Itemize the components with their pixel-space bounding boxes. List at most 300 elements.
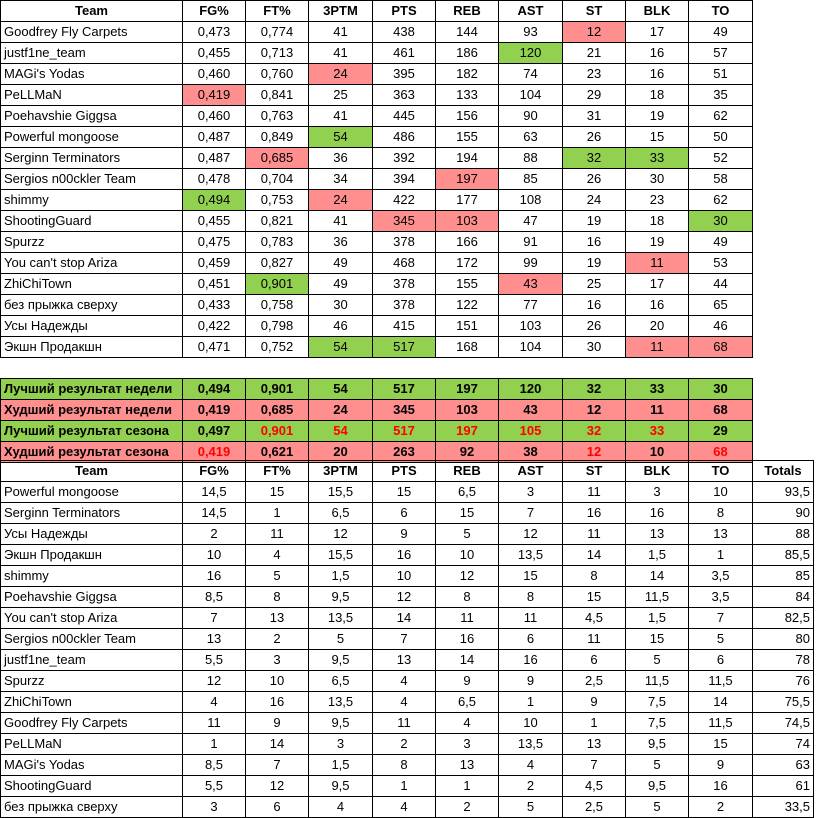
rank-cell[interactable]: 14,5 [183,482,246,503]
summary-value-cell[interactable]: 20 [309,442,373,463]
rank-cell[interactable]: 5 [246,566,309,587]
column-header[interactable]: BLK [626,461,689,482]
rank-cell[interactable]: 1 [373,776,436,797]
stat-cell[interactable]: 168 [436,337,499,358]
stat-cell[interactable]: 77 [499,295,563,316]
team-name-cell[interactable]: justf1ne_team [1,650,183,671]
summary-value-cell[interactable]: 197 [436,379,499,400]
stat-cell[interactable]: 41 [309,22,373,43]
rank-cell[interactable]: 8,5 [183,587,246,608]
team-name-cell[interactable]: без прыжка сверху [1,797,183,818]
total-cell[interactable]: 63 [753,755,814,776]
rank-cell[interactable]: 9 [436,671,499,692]
stat-cell[interactable]: 46 [689,316,753,337]
column-header[interactable]: Totals [753,461,814,482]
rank-cell[interactable]: 11 [373,713,436,734]
summary-value-cell[interactable]: 92 [436,442,499,463]
rank-cell[interactable]: 4 [499,755,563,776]
stat-cell[interactable]: 103 [436,211,499,232]
column-header[interactable]: AST [499,461,563,482]
stat-cell[interactable]: 415 [373,316,436,337]
stat-cell[interactable]: 172 [436,253,499,274]
rank-cell[interactable]: 9,5 [626,734,689,755]
column-header[interactable]: TO [689,1,753,22]
rank-cell[interactable]: 9,5 [309,776,373,797]
rank-cell[interactable]: 8 [689,503,753,524]
rank-cell[interactable]: 5 [689,629,753,650]
stat-cell[interactable]: 88 [499,148,563,169]
rank-cell[interactable]: 5 [436,524,499,545]
stat-cell[interactable]: 0,422 [183,316,246,337]
rank-cell[interactable]: 11 [436,608,499,629]
summary-value-cell[interactable]: 68 [689,442,753,463]
stat-cell[interactable]: 0,433 [183,295,246,316]
total-cell[interactable]: 76 [753,671,814,692]
rank-cell[interactable]: 16 [246,692,309,713]
stat-cell[interactable]: 11 [626,253,689,274]
rank-cell[interactable]: 7 [689,608,753,629]
rank-cell[interactable]: 4,5 [563,608,626,629]
stat-cell[interactable]: 0,783 [246,232,309,253]
stat-cell[interactable]: 378 [373,232,436,253]
rank-cell[interactable]: 13 [563,734,626,755]
column-header[interactable]: BLK [626,1,689,22]
total-cell[interactable]: 90 [753,503,814,524]
rank-cell[interactable]: 15 [626,629,689,650]
rank-cell[interactable]: 2 [499,776,563,797]
rank-cell[interactable]: 11 [183,713,246,734]
rank-cell[interactable]: 5 [626,650,689,671]
rank-cell[interactable]: 8 [373,755,436,776]
rank-cell[interactable]: 13,5 [499,545,563,566]
summary-value-cell[interactable]: 197 [436,421,499,442]
team-name-cell[interactable]: PeLLMaN [1,85,183,106]
summary-value-cell[interactable]: 33 [626,379,689,400]
team-name-cell[interactable]: You can't stop Ariza [1,253,183,274]
rank-cell[interactable]: 2 [436,797,499,818]
rank-cell[interactable]: 1 [246,503,309,524]
team-name-cell[interactable]: MAGi's Yodas [1,64,183,85]
total-cell[interactable]: 80 [753,629,814,650]
rank-cell[interactable]: 8 [246,587,309,608]
column-header[interactable]: PTS [373,461,436,482]
summary-value-cell[interactable]: 30 [689,379,753,400]
rank-cell[interactable]: 11 [563,524,626,545]
stat-cell[interactable]: 151 [436,316,499,337]
stat-cell[interactable]: 74 [499,64,563,85]
rank-cell[interactable]: 16 [626,503,689,524]
stat-cell[interactable]: 30 [563,337,626,358]
stat-cell[interactable]: 517 [373,337,436,358]
rank-cell[interactable]: 13,5 [309,692,373,713]
team-name-cell[interactable]: ZhiChiTown [1,692,183,713]
stat-cell[interactable]: 18 [626,211,689,232]
team-name-cell[interactable]: Усы Надежды [1,316,183,337]
rank-cell[interactable]: 12 [309,524,373,545]
stat-cell[interactable]: 0,758 [246,295,309,316]
stat-cell[interactable]: 16 [626,295,689,316]
stat-cell[interactable]: 34 [309,169,373,190]
stat-cell[interactable]: 156 [436,106,499,127]
rank-cell[interactable]: 13 [626,524,689,545]
stat-cell[interactable]: 21 [563,43,626,64]
stat-cell[interactable]: 19 [563,253,626,274]
rank-cell[interactable]: 8 [563,566,626,587]
column-header[interactable]: REB [436,1,499,22]
rank-cell[interactable]: 6 [689,650,753,671]
stat-cell[interactable]: 0,841 [246,85,309,106]
stat-cell[interactable]: 25 [563,274,626,295]
summary-value-cell[interactable]: 0,419 [183,442,246,463]
rank-cell[interactable]: 16 [436,629,499,650]
stat-cell[interactable]: 486 [373,127,436,148]
team-name-cell[interactable]: Экшн Продакшн [1,545,183,566]
stat-cell[interactable]: 0,713 [246,43,309,64]
stat-cell[interactable]: 26 [563,127,626,148]
stat-cell[interactable]: 36 [309,148,373,169]
rank-cell[interactable]: 15,5 [309,482,373,503]
stat-cell[interactable]: 166 [436,232,499,253]
rank-cell[interactable]: 15 [373,482,436,503]
stat-cell[interactable]: 197 [436,169,499,190]
stat-cell[interactable]: 23 [563,64,626,85]
rank-cell[interactable]: 8 [499,587,563,608]
summary-value-cell[interactable]: 32 [563,379,626,400]
stat-cell[interactable]: 49 [689,22,753,43]
rank-cell[interactable]: 6 [499,629,563,650]
rank-cell[interactable]: 9 [499,671,563,692]
rank-cell[interactable]: 11 [246,524,309,545]
rank-cell[interactable]: 3 [626,482,689,503]
stat-cell[interactable]: 0,455 [183,211,246,232]
summary-value-cell[interactable]: 38 [499,442,563,463]
rank-cell[interactable]: 10 [499,713,563,734]
summary-value-cell[interactable]: 11 [626,400,689,421]
stat-cell[interactable]: 17 [626,22,689,43]
total-cell[interactable]: 74,5 [753,713,814,734]
stat-cell[interactable]: 144 [436,22,499,43]
stat-cell[interactable]: 0,478 [183,169,246,190]
summary-value-cell[interactable]: 517 [373,379,436,400]
rank-cell[interactable]: 13,5 [499,734,563,755]
team-name-cell[interactable]: Spurzz [1,671,183,692]
stat-cell[interactable]: 0,763 [246,106,309,127]
stat-cell[interactable]: 16 [563,295,626,316]
summary-value-cell[interactable]: 54 [309,421,373,442]
rank-cell[interactable]: 14 [373,608,436,629]
total-cell[interactable]: 88 [753,524,814,545]
rank-cell[interactable]: 9 [563,692,626,713]
stat-cell[interactable]: 63 [499,127,563,148]
stat-cell[interactable]: 85 [499,169,563,190]
rank-cell[interactable]: 6,5 [309,503,373,524]
stat-cell[interactable]: 25 [309,85,373,106]
stat-cell[interactable]: 0,473 [183,22,246,43]
rank-cell[interactable]: 12 [499,524,563,545]
team-name-cell[interactable]: без прыжка сверху [1,295,183,316]
column-header[interactable]: TO [689,461,753,482]
rank-cell[interactable]: 8,5 [183,755,246,776]
stat-cell[interactable]: 30 [689,211,753,232]
column-header[interactable]: PTS [373,1,436,22]
team-name-cell[interactable]: shimmy [1,190,183,211]
column-header[interactable]: FT% [246,1,309,22]
column-header[interactable]: FT% [246,461,309,482]
rank-cell[interactable]: 11,5 [626,587,689,608]
rank-cell[interactable]: 6,5 [309,671,373,692]
stat-cell[interactable]: 186 [436,43,499,64]
summary-value-cell[interactable]: 12 [563,400,626,421]
team-name-cell[interactable]: ZhiChiTown [1,274,183,295]
summary-value-cell[interactable]: 68 [689,400,753,421]
stat-cell[interactable]: 49 [309,253,373,274]
rank-cell[interactable]: 12 [436,566,499,587]
rank-cell[interactable]: 9,5 [309,587,373,608]
stat-cell[interactable]: 29 [563,85,626,106]
rank-cell[interactable]: 5 [626,755,689,776]
stat-cell[interactable]: 378 [373,295,436,316]
stat-cell[interactable]: 49 [309,274,373,295]
rank-cell[interactable]: 10 [436,545,499,566]
stat-cell[interactable]: 50 [689,127,753,148]
rank-cell[interactable]: 16 [499,650,563,671]
rank-cell[interactable]: 9,5 [626,776,689,797]
stat-cell[interactable]: 0,704 [246,169,309,190]
summary-value-cell[interactable]: 103 [436,400,499,421]
team-name-cell[interactable]: Poehavshie Giggsa [1,587,183,608]
rank-cell[interactable]: 16 [563,503,626,524]
rank-cell[interactable]: 4 [373,671,436,692]
rank-cell[interactable]: 15 [246,482,309,503]
summary-value-cell[interactable]: 29 [689,421,753,442]
rank-cell[interactable]: 2 [689,797,753,818]
rank-cell[interactable]: 10 [373,566,436,587]
summary-value-cell[interactable]: 0,621 [246,442,309,463]
rank-cell[interactable]: 13 [373,650,436,671]
summary-label-cell[interactable]: Худший результат недели [1,400,183,421]
stat-cell[interactable]: 24 [309,64,373,85]
rank-cell[interactable]: 2 [183,524,246,545]
team-name-cell[interactable]: Экшн Продакшн [1,337,183,358]
stat-cell[interactable]: 0,455 [183,43,246,64]
rank-cell[interactable]: 10 [246,671,309,692]
stat-cell[interactable]: 33 [626,148,689,169]
stat-cell[interactable]: 36 [309,232,373,253]
team-name-cell[interactable]: ShootingGuard [1,776,183,797]
total-cell[interactable]: 93,5 [753,482,814,503]
stat-cell[interactable]: 0,752 [246,337,309,358]
rank-cell[interactable]: 16 [183,566,246,587]
rank-cell[interactable]: 16 [689,776,753,797]
stat-cell[interactable]: 68 [689,337,753,358]
stat-cell[interactable]: 54 [309,127,373,148]
rank-cell[interactable]: 15 [499,566,563,587]
stat-cell[interactable]: 0,774 [246,22,309,43]
summary-value-cell[interactable]: 10 [626,442,689,463]
stat-cell[interactable]: 47 [499,211,563,232]
summary-label-cell[interactable]: Лучший результат сезона [1,421,183,442]
team-name-cell[interactable]: Poehavshie Giggsa [1,106,183,127]
rank-cell[interactable]: 5 [499,797,563,818]
stat-cell[interactable]: 0,460 [183,64,246,85]
rank-cell[interactable]: 14 [689,692,753,713]
team-name-cell[interactable]: justf1ne_team [1,43,183,64]
stat-cell[interactable]: 0,849 [246,127,309,148]
rank-cell[interactable]: 15 [563,587,626,608]
rank-cell[interactable]: 6,5 [436,482,499,503]
stat-cell[interactable]: 26 [563,316,626,337]
stat-cell[interactable]: 133 [436,85,499,106]
rank-cell[interactable]: 5,5 [183,650,246,671]
summary-value-cell[interactable]: 517 [373,421,436,442]
summary-value-cell[interactable]: 33 [626,421,689,442]
stat-cell[interactable]: 468 [373,253,436,274]
rank-cell[interactable]: 3 [183,797,246,818]
team-name-cell[interactable]: Goodfrey Fly Carpets [1,22,183,43]
summary-value-cell[interactable]: 54 [309,379,373,400]
team-name-cell[interactable]: Serginn Terminators [1,503,183,524]
rank-cell[interactable]: 15 [436,503,499,524]
total-cell[interactable]: 74 [753,734,814,755]
summary-value-cell[interactable]: 0,901 [246,421,309,442]
team-name-cell[interactable]: ShootingGuard [1,211,183,232]
rank-cell[interactable]: 9 [373,524,436,545]
rank-cell[interactable]: 4 [183,692,246,713]
summary-label-cell[interactable]: Худший результат сезона [1,442,183,463]
stat-cell[interactable]: 20 [626,316,689,337]
rank-cell[interactable]: 13 [246,608,309,629]
stat-cell[interactable]: 461 [373,43,436,64]
rank-cell[interactable]: 7 [563,755,626,776]
stat-cell[interactable]: 0,487 [183,148,246,169]
rank-cell[interactable]: 1 [499,692,563,713]
summary-value-cell[interactable]: 263 [373,442,436,463]
rank-cell[interactable]: 13 [689,524,753,545]
stat-cell[interactable]: 15 [626,127,689,148]
team-name-cell[interactable]: Spurzz [1,232,183,253]
team-name-cell[interactable]: Serginn Terminators [1,148,183,169]
stat-cell[interactable]: 363 [373,85,436,106]
rank-cell[interactable]: 3 [309,734,373,755]
stat-cell[interactable]: 44 [689,274,753,295]
rank-cell[interactable]: 4 [246,545,309,566]
rank-cell[interactable]: 11,5 [689,671,753,692]
rank-cell[interactable]: 4 [373,692,436,713]
rank-cell[interactable]: 6 [246,797,309,818]
rank-cell[interactable]: 3,5 [689,587,753,608]
stat-cell[interactable]: 17 [626,274,689,295]
stat-cell[interactable]: 155 [436,127,499,148]
summary-value-cell[interactable]: 12 [563,442,626,463]
rank-cell[interactable]: 1,5 [309,566,373,587]
stat-cell[interactable]: 120 [499,43,563,64]
team-name-cell[interactable]: You can't stop Ariza [1,608,183,629]
stat-cell[interactable]: 19 [626,106,689,127]
rank-cell[interactable]: 1,5 [309,755,373,776]
column-header[interactable]: FG% [183,461,246,482]
summary-value-cell[interactable]: 0,494 [183,379,246,400]
rank-cell[interactable]: 16 [373,545,436,566]
stat-cell[interactable]: 155 [436,274,499,295]
team-name-cell[interactable]: Sergios n00ckler Team [1,629,183,650]
stat-cell[interactable]: 46 [309,316,373,337]
stat-cell[interactable]: 35 [689,85,753,106]
rank-cell[interactable]: 9,5 [309,713,373,734]
stat-cell[interactable]: 53 [689,253,753,274]
rank-cell[interactable]: 4 [309,797,373,818]
summary-value-cell[interactable]: 105 [499,421,563,442]
column-header[interactable]: Team [1,461,183,482]
summary-label-cell[interactable]: Лучший результат недели [1,379,183,400]
summary-value-cell[interactable]: 0,497 [183,421,246,442]
stat-cell[interactable]: 0,451 [183,274,246,295]
column-header[interactable]: FG% [183,1,246,22]
rank-cell[interactable]: 15,5 [309,545,373,566]
stat-cell[interactable]: 99 [499,253,563,274]
rank-cell[interactable]: 11 [563,482,626,503]
stat-cell[interactable]: 93 [499,22,563,43]
rank-cell[interactable]: 2,5 [563,797,626,818]
stat-cell[interactable]: 30 [309,295,373,316]
rank-cell[interactable]: 2 [373,734,436,755]
team-name-cell[interactable]: Powerful mongoose [1,127,183,148]
rank-cell[interactable]: 5 [626,797,689,818]
stat-cell[interactable]: 103 [499,316,563,337]
stat-cell[interactable]: 19 [626,232,689,253]
team-name-cell[interactable]: PeLLMaN [1,734,183,755]
rank-cell[interactable]: 7 [499,503,563,524]
stat-cell[interactable]: 108 [499,190,563,211]
rank-cell[interactable]: 11 [499,608,563,629]
stat-cell[interactable]: 41 [309,43,373,64]
total-cell[interactable]: 85,5 [753,545,814,566]
stat-cell[interactable]: 41 [309,106,373,127]
stat-cell[interactable]: 0,475 [183,232,246,253]
stat-cell[interactable]: 0,901 [246,274,309,295]
stat-cell[interactable]: 177 [436,190,499,211]
summary-value-cell[interactable]: 0,419 [183,400,246,421]
column-header[interactable]: 3PTM [309,461,373,482]
rank-cell[interactable]: 13 [183,629,246,650]
summary-value-cell[interactable]: 24 [309,400,373,421]
rank-cell[interactable]: 10 [689,482,753,503]
stat-cell[interactable]: 90 [499,106,563,127]
rank-cell[interactable]: 6,5 [436,692,499,713]
stat-cell[interactable]: 43 [499,274,563,295]
stat-cell[interactable]: 0,471 [183,337,246,358]
stat-cell[interactable]: 16 [626,64,689,85]
rank-cell[interactable]: 14 [563,545,626,566]
rank-cell[interactable]: 12 [183,671,246,692]
team-name-cell[interactable]: Усы Надежды [1,524,183,545]
stat-cell[interactable]: 0,827 [246,253,309,274]
total-cell[interactable]: 85 [753,566,814,587]
rank-cell[interactable]: 1 [563,713,626,734]
stat-cell[interactable]: 32 [563,148,626,169]
stat-cell[interactable]: 122 [436,295,499,316]
stat-cell[interactable]: 0,494 [183,190,246,211]
total-cell[interactable]: 82,5 [753,608,814,629]
total-cell[interactable]: 84 [753,587,814,608]
stat-cell[interactable]: 194 [436,148,499,169]
stat-cell[interactable]: 104 [499,85,563,106]
rank-cell[interactable]: 3 [436,734,499,755]
rank-cell[interactable]: 7 [246,755,309,776]
rank-cell[interactable]: 9 [246,713,309,734]
rank-cell[interactable]: 6 [373,503,436,524]
stat-cell[interactable]: 54 [309,337,373,358]
team-name-cell[interactable]: Goodfrey Fly Carpets [1,713,183,734]
